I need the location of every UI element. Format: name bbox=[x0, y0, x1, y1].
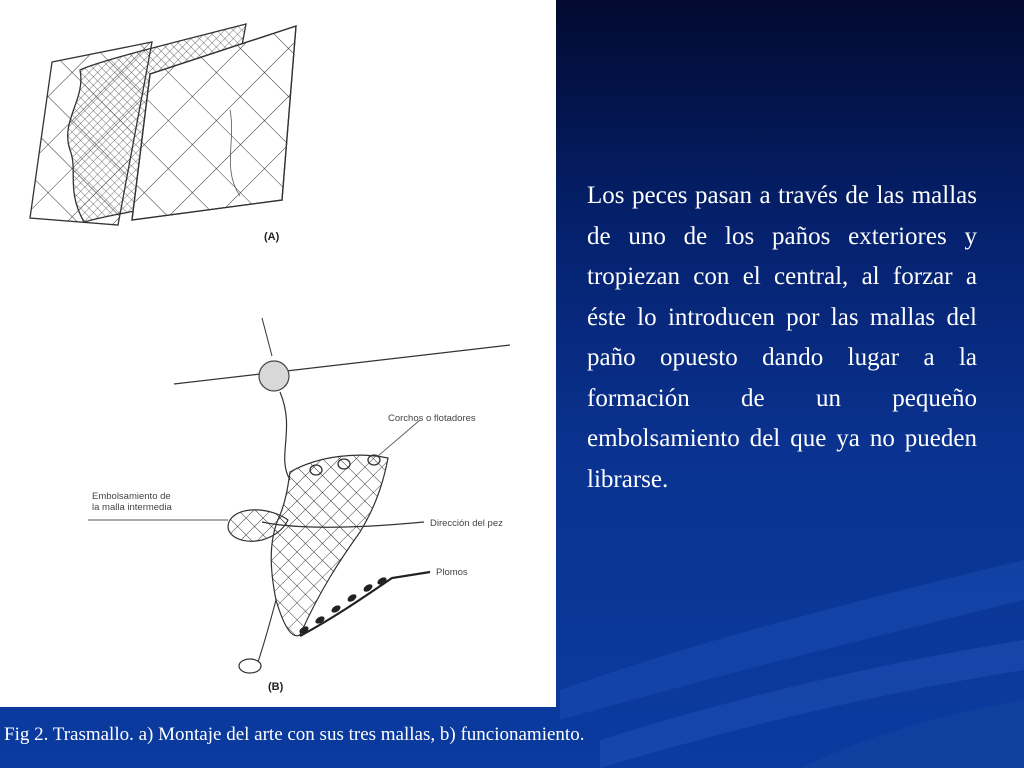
trammel-net-figure bbox=[0, 0, 556, 707]
figure-label-a: (A) bbox=[264, 231, 280, 243]
annotation-pocket-line1: Embolsamiento de bbox=[92, 491, 171, 502]
annotation-weights: Plomos bbox=[436, 567, 468, 578]
annotation-pocket-line2: la malla intermedia bbox=[92, 502, 172, 513]
annotation-floats: Corchos o flotadores bbox=[388, 413, 476, 424]
figure-caption: Fig 2. Trasmallo. a) Montaje del arte con sus tres mallas, b) funcionamiento. bbox=[4, 724, 585, 745]
panel-a-nets bbox=[30, 24, 296, 225]
float-buoy bbox=[259, 361, 289, 391]
annotation-direction: Dirección del pez bbox=[430, 518, 503, 529]
fine-net-body bbox=[271, 455, 388, 636]
float-line bbox=[174, 345, 510, 384]
trammel-net-drawing bbox=[0, 0, 556, 707]
explanation-paragraph: Los peces pasan a través de las mallas de uno de los paños exteriores y tropiezan con el central, al forzar a éste lo introducen por las mallas del paño opuesto dando lugar a la formación de un pequeño embolsamiento del que ya no pueden librarse. bbox=[587, 182, 977, 493]
figure-label-b: (B) bbox=[268, 681, 284, 693]
annotation-pocket bbox=[92, 491, 172, 513]
